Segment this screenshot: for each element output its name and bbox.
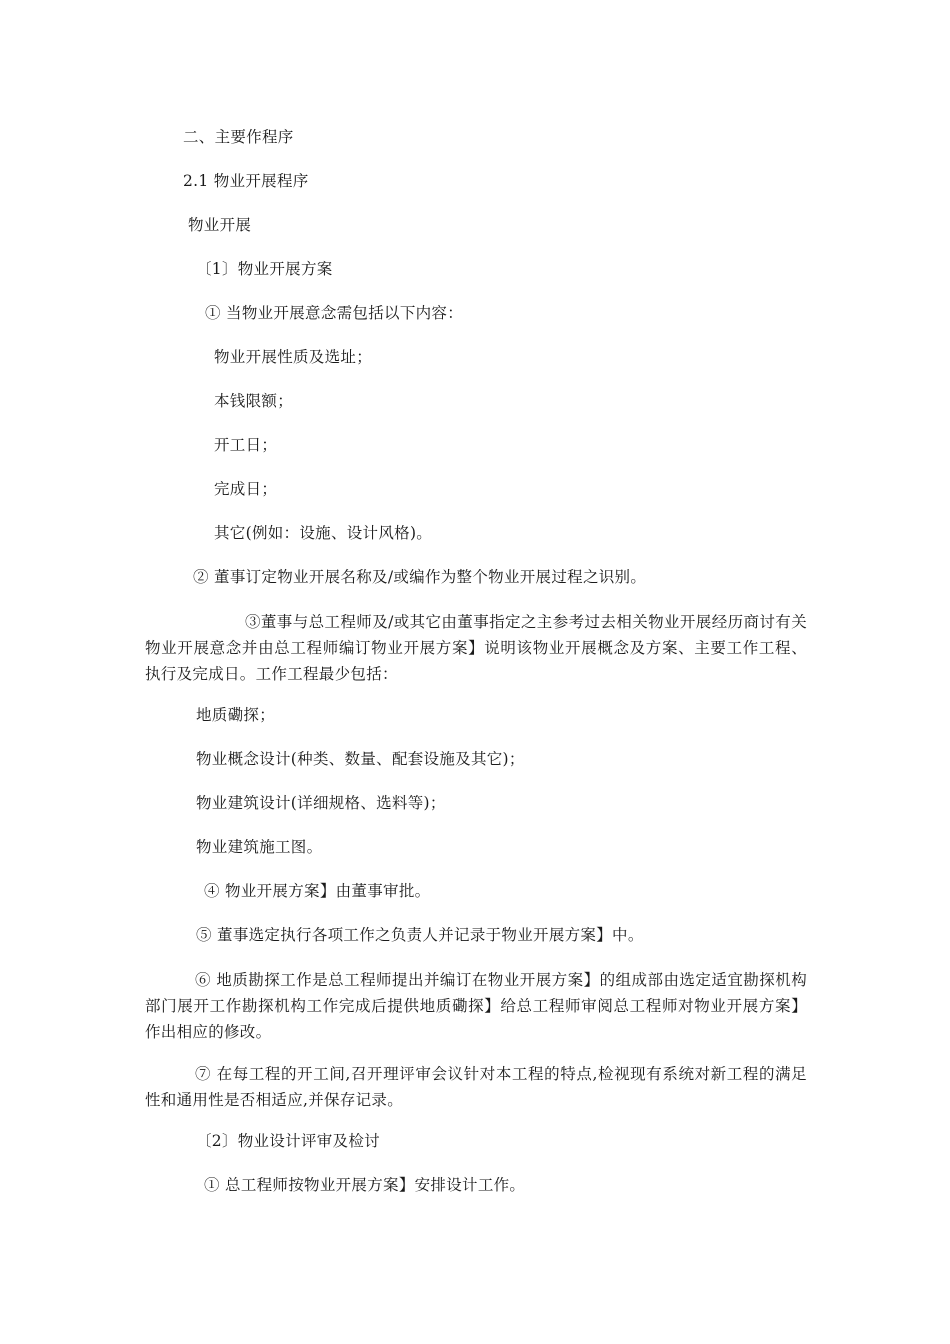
list-subitem: 地质磡探； — [196, 706, 276, 724]
list-item: ⑤ 董事选定执行各项工作之负责人并记录于物业开展方案】中。 — [196, 926, 644, 944]
list-subitem: 开工日； — [214, 436, 278, 454]
list-subitem: 完成日； — [214, 480, 278, 498]
item-heading-1: 〔1〕物业开展方案 — [196, 260, 333, 278]
list-subitem: 物业建筑施工图。 — [196, 838, 323, 856]
section-heading: 二、主要作程序 — [183, 128, 294, 146]
list-item: ④ 物业开展方案】由董事审批。 — [204, 882, 431, 900]
subsection-heading: 2.1 物业开展程序 — [183, 172, 309, 190]
list-subitem: 物业建筑设计(详细规格、选料等)； — [196, 794, 446, 812]
paragraph: ⑦ 在每工程的开工间,召开理评审会议针对本工程的特点,检视现有系统对新工程的满足性和通用性是否相适应,并保存记录。 — [145, 1065, 807, 1109]
topic-heading: 物业开展 — [188, 216, 252, 234]
list-item: ② 董事订定物业开展名称及/或编作为整个物业开展过程之识别。 — [193, 568, 647, 586]
list-item: ① 总工程师按物业开展方案】安排设计工作。 — [204, 1176, 526, 1194]
list-subitem: 本钱限额； — [214, 392, 294, 410]
paragraph: ③董事与总工程师及/或其它由董事指定之主参考过去相关物业开展经历商讨有关物业开展意念并由总工程师编订物业开展方案】说明该物业开展概念及方案、主要工作工程、执行及完成日。工作工程最少包括： — [145, 613, 807, 683]
list-subitem: 其它(例如：设施、设计风格)。 — [214, 524, 433, 542]
paragraph: ⑥ 地质勘探工作是总工程师提出并编订在物业开展方案】的组成部由选定适宜勘探机构部门展开工作勘探机构工作完成后提供地质磡探】给总工程师审阅总工程师对物业开展方案】作出相应的修改。 — [145, 971, 807, 1041]
list-subitem: 物业开展性质及选址； — [214, 348, 373, 366]
list-subitem: 物业概念设计(种类、数量、配套设施及其它)； — [196, 750, 525, 768]
list-item: ① 当物业开展意念需包括以下内容： — [205, 304, 464, 322]
item-heading-2: 〔2〕物业设计评审及检讨 — [196, 1132, 380, 1150]
